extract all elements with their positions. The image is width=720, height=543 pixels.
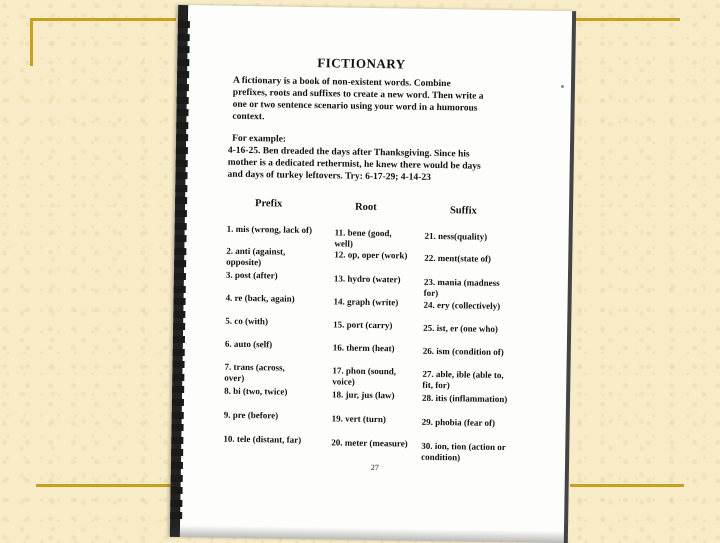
binding-ring — [174, 260, 186, 267]
intro-line-3: one or two sentence scenario using your word in a humorous — [232, 99, 478, 114]
binding-ring — [171, 474, 183, 481]
page-number: 27 — [370, 462, 380, 473]
binding-ring — [176, 134, 188, 141]
binding-ring — [177, 71, 189, 78]
binding-ring — [178, 33, 190, 40]
prefix-item: opposite) — [226, 256, 262, 268]
intro-line-1: A fictionary is a book of non-existent words. Combine — [232, 75, 451, 90]
binding-ring — [173, 336, 185, 343]
binding-ring — [171, 462, 183, 469]
prefix-item: 10. tele (distant, far) — [223, 433, 302, 445]
prefix-item: over) — [224, 372, 245, 383]
binding-ring — [170, 512, 182, 519]
frame-line-top-left — [30, 18, 176, 21]
example-label: For example: — [232, 133, 287, 145]
suffix-item: condition) — [421, 451, 461, 463]
suffix-item: fit, for) — [422, 379, 450, 391]
binding-ring — [172, 399, 184, 406]
suffix-item: 26. ism (condition of) — [422, 345, 504, 358]
binding-ring — [177, 46, 189, 53]
column-header-prefix: Prefix — [255, 198, 283, 210]
frame-line-top-right — [570, 18, 680, 21]
root-item: 14. graph (write) — [333, 296, 399, 308]
column-header-suffix: Suffix — [449, 205, 477, 217]
binding-ring — [177, 84, 189, 91]
binding-ring — [172, 374, 184, 381]
root-item: voice) — [332, 376, 355, 387]
binding-ring — [175, 172, 187, 179]
root-item: 12. op, oper (work) — [334, 249, 408, 261]
intro-line-4: context. — [232, 111, 265, 123]
example-line-2: mother is a dedicated rethermist, he knew there would be days — [227, 157, 481, 172]
binding-ring — [175, 197, 187, 204]
prefix-item: 8. bi (two, twice) — [224, 385, 288, 397]
suffix-item: 25. ist, er (one who) — [423, 322, 499, 334]
binding-ring — [173, 311, 185, 318]
binding-ring — [176, 109, 188, 116]
root-item: 15. port (carry) — [333, 319, 393, 331]
binding-ring — [173, 323, 185, 330]
suffix-item: 24. ery (collectively) — [423, 299, 501, 312]
binding-ring — [172, 411, 184, 418]
suffix-item: 28. itis (inflammation) — [421, 392, 508, 405]
example-line-1: 4-16-25. Ben dreaded the days after Thanksgiving. Since his — [227, 145, 470, 160]
binding-ring — [176, 147, 188, 154]
binding-ring — [177, 96, 189, 103]
column-header-root: Root — [354, 201, 377, 214]
frame-line-bottom-right — [570, 484, 684, 487]
binding-ring — [176, 159, 188, 166]
root-item: well) — [334, 238, 354, 249]
speck — [561, 85, 564, 88]
suffix-item: 22. ment(state of) — [424, 252, 492, 264]
binding-ring — [171, 437, 183, 444]
binding-ring — [172, 386, 184, 393]
suffix-item: for) — [423, 287, 439, 299]
root-item: 20. meter (measure) — [331, 437, 408, 449]
document-title: FICTIONARY — [317, 55, 406, 72]
binding-ring — [176, 122, 188, 129]
root-item: 19. vert (turn) — [331, 413, 387, 425]
prefix-item: 4. re (back, again) — [225, 292, 295, 304]
binding-ring — [175, 210, 187, 217]
prefix-item: 3. post (after) — [225, 269, 278, 281]
binding-ring — [171, 487, 183, 494]
scanned-document-page — [170, 5, 576, 543]
binding-ring — [174, 235, 186, 242]
page-edge-shadow — [564, 11, 576, 543]
page-bottom-shadow — [170, 525, 568, 543]
prefix-item: 7. trans (across, — [224, 361, 285, 373]
suffix-item: 30. ion, tion (action or — [421, 440, 506, 453]
frame-line-left — [30, 18, 33, 66]
binding-ring — [175, 185, 187, 192]
root-item: 17. phon (sound, — [332, 365, 397, 377]
binding-ring — [172, 361, 184, 368]
prefix-item: 5. co (with) — [225, 315, 269, 327]
binding-ring — [178, 21, 190, 28]
frame-line-bottom-left — [36, 484, 176, 487]
binding-ring — [174, 248, 186, 255]
binding-ring — [172, 424, 184, 431]
binding-ring — [171, 449, 183, 456]
binding-ring — [174, 273, 186, 280]
intro-line-2: prefixes, roots and suffixes to create a new word. Then write a — [232, 87, 484, 102]
binding-ring — [174, 285, 186, 292]
binding-ring — [173, 298, 185, 305]
prefix-item: 6. auto (self) — [224, 338, 273, 350]
prefix-item: 1. mis (wrong, lack of) — [226, 223, 313, 236]
binding-ring — [177, 59, 189, 66]
binding-ring — [170, 500, 182, 507]
binding-ring — [175, 222, 187, 229]
example-line-3: and days of turkey leftovers. Try: 6-17-29; 4-14-23 — [227, 169, 431, 183]
root-item: 18. jur, jus (law) — [332, 389, 395, 401]
prefix-item: 9. pre (before) — [223, 409, 279, 421]
binding-ring — [173, 348, 185, 355]
suffix-item: 27. able, ible (able to, — [422, 368, 504, 381]
prefix-item: 2. anti (against, — [226, 245, 286, 257]
suffix-item: 23. mania (madness — [423, 276, 500, 288]
root-item: 16. therm (heat) — [332, 342, 395, 354]
root-item: 13. hydro (water) — [333, 273, 401, 285]
suffix-item: 29. phobia (fear of) — [421, 416, 496, 428]
suffix-item: 21. ness(quality) — [424, 230, 488, 242]
root-item: 11. bene (good, — [334, 227, 392, 239]
